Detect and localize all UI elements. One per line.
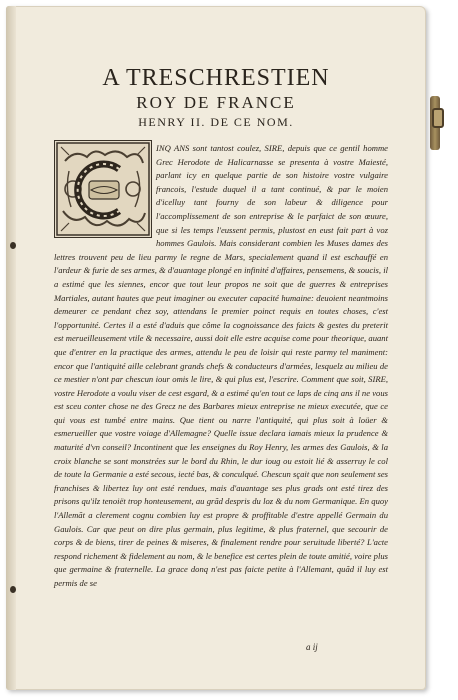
initial-wrap-space [54,142,156,242]
title-line-1: A TRESCHRESTIEN [102,65,330,91]
binding-hole-bottom [10,586,16,593]
dedication-heading [6,64,426,130]
title-line-3: HENRY II. DE CE NOM. [138,115,294,129]
book-page [6,6,426,690]
signature-mark: a ij [306,642,318,652]
title-line-2: ROY DE FRANCE [136,93,296,112]
binding-hole-top [10,242,16,249]
book-clasp-ring [432,108,444,128]
dedication-body [54,142,388,591]
dedication-paragraph: INQ ANS sont tantost coulez, SIRE, depuis que ce gentil homme Grec Herodote de Halicarnasse se presenta à vostre Maiesté, parlant icy en quelque partie de son histoire vostre vulgaire francois, l'estude duquel il a tant continué, & par le moien d'icelluy tant fourny de son labeur & diligence pour l'accomplissement de son entreprise & le parfaict de son œuure, que si les temps l'eussent permis, plustost en eust fait part à voz hommes Gaulois. Mais considerant combien les Muses dames des lettres trouvent peu de lieu parmy le regne de Mars, specialement quand il est eschauffé en l'ardeur & furie de ses armes, & d'auantage plongé en infinité d'affaires, pensemens, & soucis, il a estimé que les siennes, encor que tout leur propos ne soit que de guerres & entreprises Martiales, autant hautes que peut imaginer ou executer capacité humaine: deuoient neantmoins demeurer ce pendant chez soy, attendans le premier poinct requis en toutes choses, c'est l'opportunité. Certes il a esté d'aduis que côme la cognoissance des faicts & gestes du preterit est merueilleusement vtile & necessaire, aussi doit elle estre acquise come pour theorique, auant que d'entrer en la practique des armes, attendu le peu de loisir qui reste parmy tel maniment: encor que l'antiquité aille celebrant grands chefs & conducteurs d'armées, lesquelz au milieu de ce mestier n'ont par chescun iour omis le lire, & qui plus est, l'escrire. Comment que soit, SIRE, vostre Herodote a voulu viser de cest esgard, & a estimé qu'en tout ce laps de cinq ans il ne vous est sceu conter chose ne des Grecz ne des Barbares mieux entreprise ne mieux executée, que ce qui vous est tumbé entre mains. Que tient ou narre l'antiquité, qui plus soit à loüer & esmerueiller que vostre voiage d'Allemagne? Quelle issue declara iamais mieux la prudence & maturité d'vn conseil? Incontinent que les enseignes du Roy Henry, les armes des Gaulois, & la croix blanche se sont monstrées sur le bord du Rhin, le dur ioug ou estoit lié & asserruy le col de toute la Germanie a esté secous, iecté bas, & conculqué. Chescun sçait que non seulement ses franchises & libertez luy ont esté rendues, mais d'auantage ses plus grads ont esté tirez des prisons qu'ilz tenoiët trop honteusement, au grãd despris du loz & du nom Germanique. En quoy l'Allemãt a clerement cognu combien luy est propre & proffitable d'estre appellé Germain du Gaulois. Car que peut on dire plus germain, plus legitime, & plus fraternel, que secourir de corps & de biens, tirer de peines & miseres, & finalement rendre pour seruitude liberté? L'acte respond richement & fidelement au nom, & le benefice est certes plein de toute amitié, voire plus que germaine & fraternelle. La grace donq n'est pas faicte petite à l'Allemant, quãd il luy est permis de se [54,143,388,588]
